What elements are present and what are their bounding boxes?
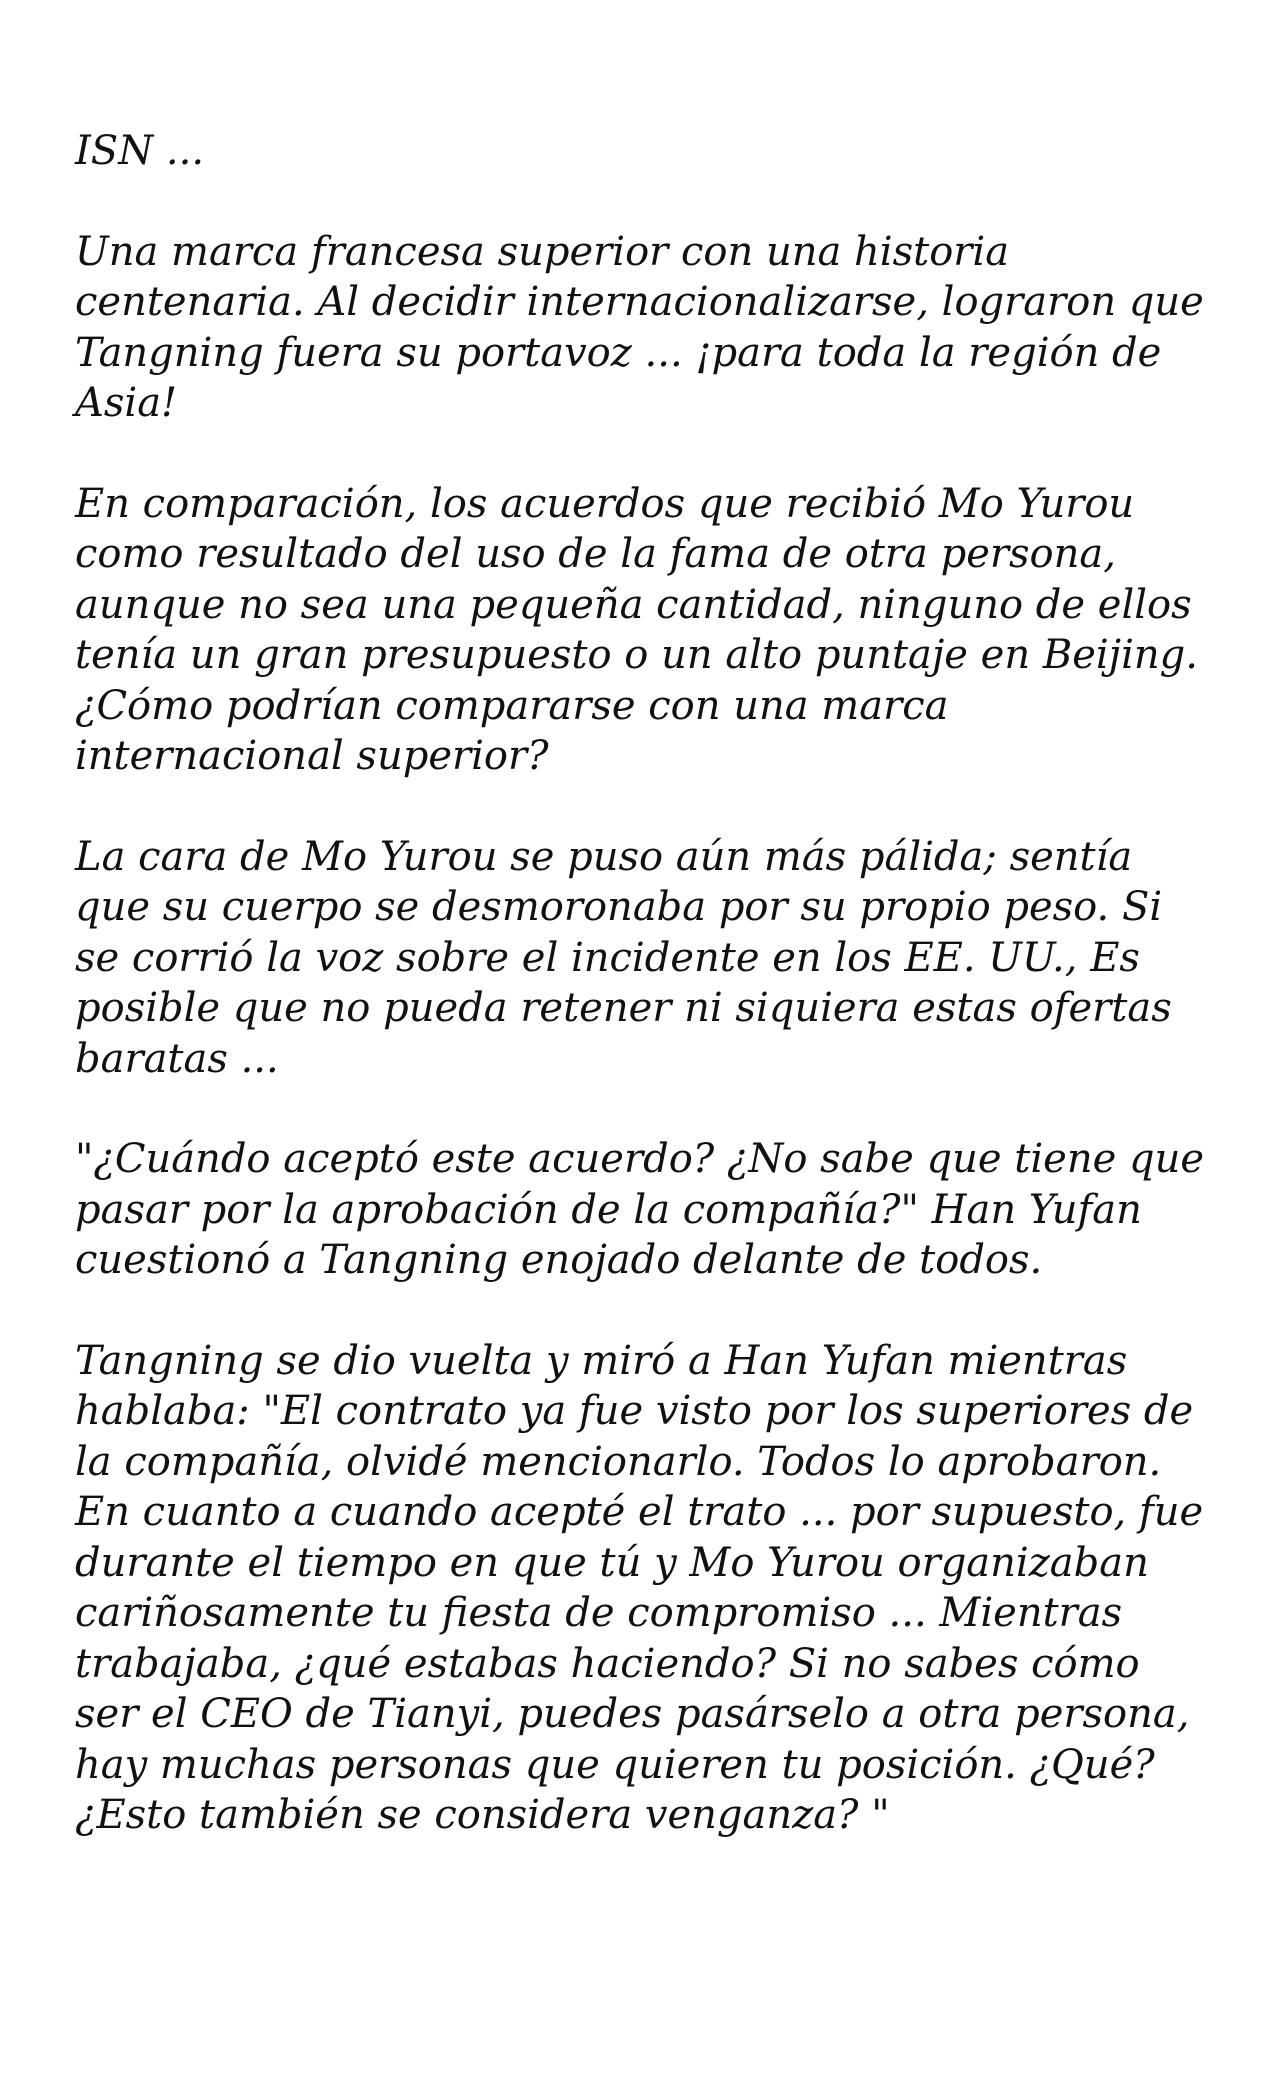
paragraph-6: Tangning se dio vuelta y miró a Han Yufan mientras hablaba: "El contrato ya fue visto por los superiores de la compañía, olvidé mencionarlo. Todos lo aprobaron. En cuanto a cuando acepté el trato ... por supuesto, fue durante el tiempo en que tú y Mo Yurou organizaban cariñosamente tu fiesta de compromiso ... Mientras trabajaba, ¿qué estabas haciendo? Si no sabes cómo ser el CEO de Tianyi, puedes pasárselo a otra persona, hay muchas personas que quieren tu posición. ¿Qué? ¿Esto también se considera venganza? " [75, 1337, 1204, 1838]
paragraph-3: En comparación, los acuerdos que recibió Mo Yurou como resultado del uso de la fama de otra persona, aunque no sea una pequeña cantidad, ninguno de ellos tenía un gran presupuesto o un alto puntaje en Beijing. ¿Cómo podrían compararse con una marca internacional superior? [75, 480, 1198, 779]
document-body [75, 126, 1215, 1891]
paragraph-1: ISN ... [75, 128, 205, 174]
paragraph-4: La cara de Mo Yurou se puso aún más pálida; sentía que su cuerpo se desmoronaba por su propio peso. Si se corrió la voz sobre el incidente en los EE. UU., Es posible que no pueda retener ni siquiera estas ofertas baratas ... [75, 833, 1172, 1082]
paragraph-2: Una marca francesa superior con una historia centenaria. Al decidir internacionalizarse, lograron que Tangning fuera su portavoz ... ¡para toda la región de Asia! [75, 228, 1204, 426]
paragraph-5: "¿Cuándo aceptó este acuerdo? ¿No sabe que tiene que pasar por la aprobación de la compañía?" Han Yufan cuestionó a Tangning enojado delante de todos. [75, 1136, 1205, 1283]
